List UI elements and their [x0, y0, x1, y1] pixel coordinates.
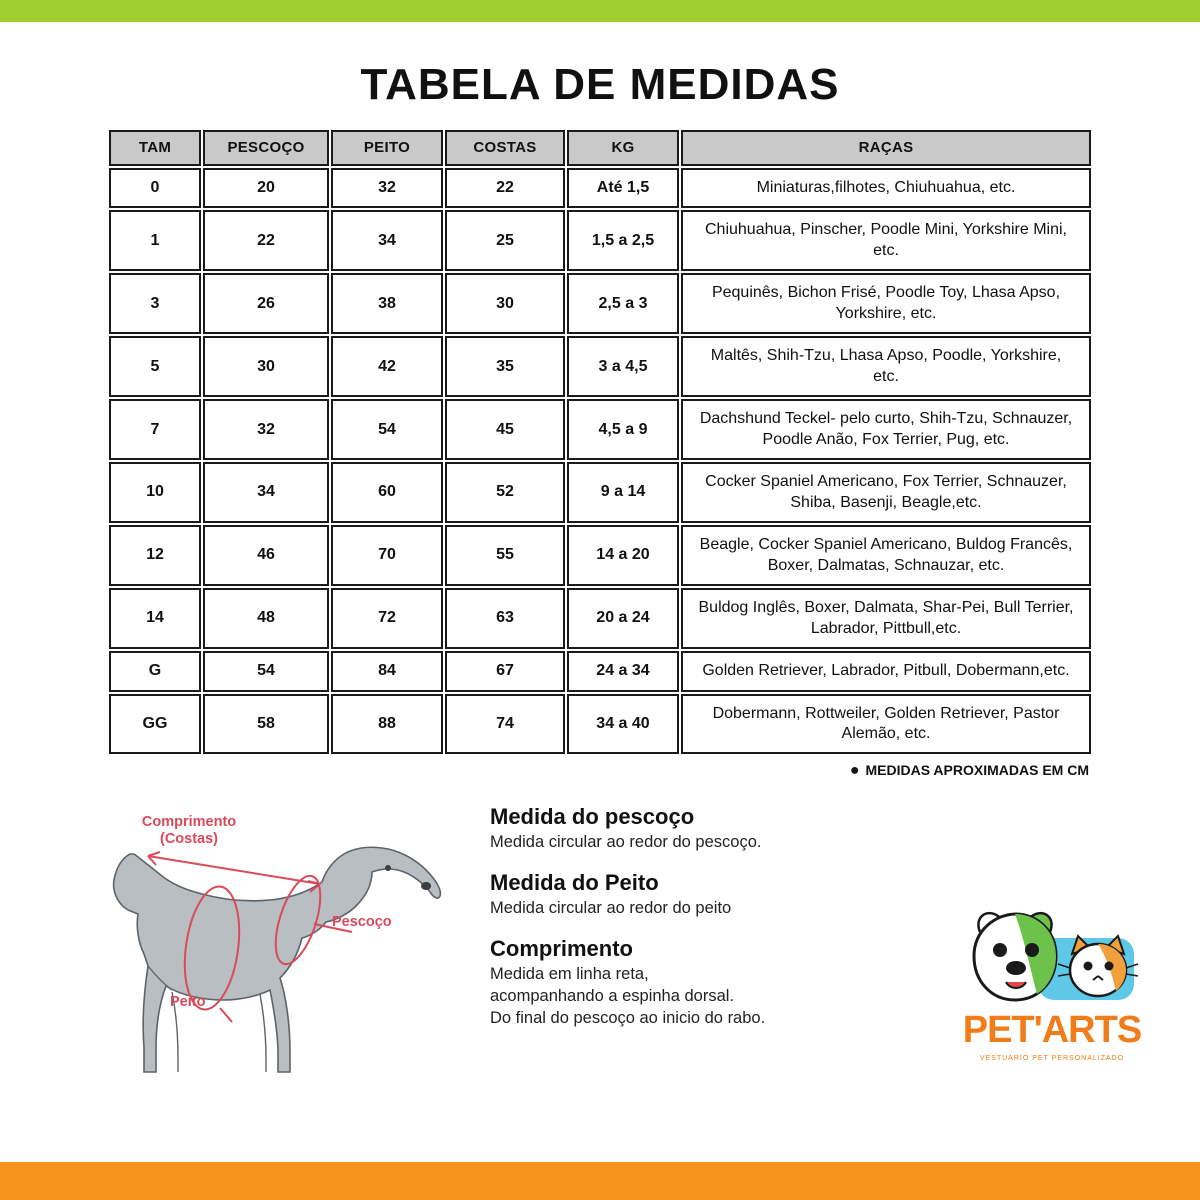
diagram-label-neck: Pescoço	[332, 914, 392, 931]
cell-pescoco: 48	[203, 588, 329, 649]
column-header-pescoco: PESCOÇO	[203, 130, 329, 166]
instruction-item	[490, 870, 910, 920]
diagram-label-length-line2: (Costas)	[159, 831, 218, 848]
cell-kg: 1,5 a 2,5	[567, 210, 679, 271]
cell-peito: 72	[331, 588, 443, 649]
table-row	[109, 210, 1091, 271]
lower-section	[0, 786, 1200, 1086]
dog-measurement-diagram	[52, 796, 452, 1086]
cell-tam: 12	[109, 525, 201, 586]
cell-pescoco: 32	[203, 399, 329, 460]
cell-costas: 35	[445, 336, 565, 397]
cell-kg: 9 a 14	[567, 462, 679, 523]
diagram-label-length	[114, 814, 264, 847]
table-row	[109, 694, 1091, 755]
cell-peito: 60	[331, 462, 443, 523]
instruction-line: acompanhando a espinha dorsal.	[490, 987, 735, 1006]
cell-pescoco: 46	[203, 525, 329, 586]
cell-racas: Maltês, Shih-Tzu, Lhasa Apso, Poodle, Yorkshire, etc.	[681, 336, 1091, 397]
logo-tagline: VESTUÁRIO PET PERSONALIZADO	[979, 1055, 1125, 1063]
table-header-row	[109, 130, 1091, 166]
table-row	[109, 336, 1091, 397]
cell-kg: 24 a 34	[567, 651, 679, 691]
bullet-icon: ●	[849, 762, 860, 780]
main-content	[0, 22, 1200, 1162]
cell-kg: Até 1,5	[567, 168, 679, 208]
cell-kg: 3 a 4,5	[567, 336, 679, 397]
measurement-note-text: MEDIDAS APROXIMADAS EM CM	[865, 762, 1089, 779]
column-header-kg: KG	[567, 130, 679, 166]
table-row	[109, 462, 1091, 523]
cell-kg: 4,5 a 9	[567, 399, 679, 460]
cell-racas: Cocker Spaniel Americano, Fox Terrier, Schnauzer, Shiba, Basenji, Beagle,etc.	[681, 462, 1091, 523]
instruction-body	[490, 832, 910, 854]
cell-tam: 14	[109, 588, 201, 649]
logo-mascots-icon	[952, 898, 1152, 1018]
diagram-label-length-line1: Comprimento	[141, 814, 237, 831]
cell-tam: GG	[109, 694, 201, 755]
cell-kg: 34 a 40	[567, 694, 679, 755]
measurement-note	[107, 762, 1093, 780]
cell-peito: 34	[331, 210, 443, 271]
cell-racas: Buldog Inglês, Boxer, Dalmata, Shar-Pei, Bull Terrier, Labrador, Pittbull,etc.	[681, 588, 1091, 649]
instruction-line: Medida circular ao redor do pescoço.	[490, 833, 762, 852]
column-header-peito: PEITO	[331, 130, 443, 166]
table-body	[109, 168, 1091, 754]
cell-tam: 3	[109, 273, 201, 334]
cell-pescoco: 26	[203, 273, 329, 334]
cell-tam: 5	[109, 336, 201, 397]
cell-costas: 74	[445, 694, 565, 755]
cell-racas: Golden Retriever, Labrador, Pitbull, Dobermann,etc.	[681, 651, 1091, 691]
cell-pescoco: 58	[203, 694, 329, 755]
cell-racas: Miniaturas,filhotes, Chiuhuahua, etc.	[681, 168, 1091, 208]
instruction-body	[490, 898, 910, 920]
cell-costas: 25	[445, 210, 565, 271]
cell-kg: 2,5 a 3	[567, 273, 679, 334]
cell-peito: 32	[331, 168, 443, 208]
cell-pescoco: 20	[203, 168, 329, 208]
logo-brand-name: PET'ARTS	[962, 1009, 1142, 1052]
cell-pescoco: 30	[203, 336, 329, 397]
table-row	[109, 273, 1091, 334]
bottom-accent-bar	[0, 1162, 1200, 1200]
instruction-line: Medida em linha reta,	[490, 965, 649, 984]
size-table	[107, 128, 1093, 756]
instruction-heading: Comprimento	[490, 936, 633, 962]
cell-tam: G	[109, 651, 201, 691]
instruction-heading: Medida do pescoço	[490, 804, 695, 830]
cell-costas: 22	[445, 168, 565, 208]
column-header-tam: TAM	[109, 130, 201, 166]
instruction-item	[490, 804, 910, 854]
column-header-costas: COSTAS	[445, 130, 565, 166]
cell-tam: 0	[109, 168, 201, 208]
cell-racas: Dobermann, Rottweiler, Golden Retriever, Pastor Alemão, etc.	[681, 694, 1091, 755]
column-header-racas: RAÇAS	[681, 130, 1091, 166]
cell-costas: 63	[445, 588, 565, 649]
instructions-block	[490, 804, 910, 1046]
cell-peito: 88	[331, 694, 443, 755]
cell-kg: 14 a 20	[567, 525, 679, 586]
cell-racas: Dachshund Teckel- pelo curto, Shih-Tzu, Schnauzer, Poodle Anão, Fox Terrier, Pug, etc.	[681, 399, 1091, 460]
table-header	[109, 130, 1091, 166]
cell-peito: 70	[331, 525, 443, 586]
cell-costas: 45	[445, 399, 565, 460]
cell-pescoco: 54	[203, 651, 329, 691]
top-accent-bar	[0, 0, 1200, 22]
table-row	[109, 168, 1091, 208]
page-title: TABELA DE MEDIDAS	[360, 60, 840, 109]
cell-racas: Chiuhuahua, Pinscher, Poodle Mini, Yorkshire Mini, etc.	[681, 210, 1091, 271]
diagram-label-chest: Peito	[170, 994, 206, 1011]
instruction-item	[490, 936, 910, 1030]
cell-peito: 84	[331, 651, 443, 691]
table-row	[109, 588, 1091, 649]
table-row	[109, 651, 1091, 691]
cell-costas: 30	[445, 273, 565, 334]
instruction-heading: Medida do Peito	[490, 870, 659, 896]
cell-racas: Beagle, Cocker Spaniel Americano, Buldog Francês, Boxer, Dalmatas, Schnauzar, etc.	[681, 525, 1091, 586]
cell-pescoco: 22	[203, 210, 329, 271]
cell-tam: 10	[109, 462, 201, 523]
table-row	[109, 525, 1091, 586]
cell-peito: 42	[331, 336, 443, 397]
instruction-line: Do final do pescoço ao inicio do rabo.	[490, 1009, 766, 1028]
cell-pescoco: 34	[203, 462, 329, 523]
cell-costas: 67	[445, 651, 565, 691]
cell-tam: 7	[109, 399, 201, 460]
instruction-body	[490, 964, 910, 1030]
cell-peito: 38	[331, 273, 443, 334]
brand-logo	[952, 898, 1152, 1063]
cell-peito: 54	[331, 399, 443, 460]
cell-costas: 52	[445, 462, 565, 523]
cell-tam: 1	[109, 210, 201, 271]
cell-kg: 20 a 24	[567, 588, 679, 649]
cell-costas: 55	[445, 525, 565, 586]
instruction-line: Medida circular ao redor do peito	[490, 899, 732, 918]
size-table-wrapper	[107, 128, 1093, 756]
table-row	[109, 399, 1091, 460]
cell-racas: Pequinês, Bichon Frisé, Poodle Toy, Lhasa Apso, Yorkshire, etc.	[681, 273, 1091, 334]
